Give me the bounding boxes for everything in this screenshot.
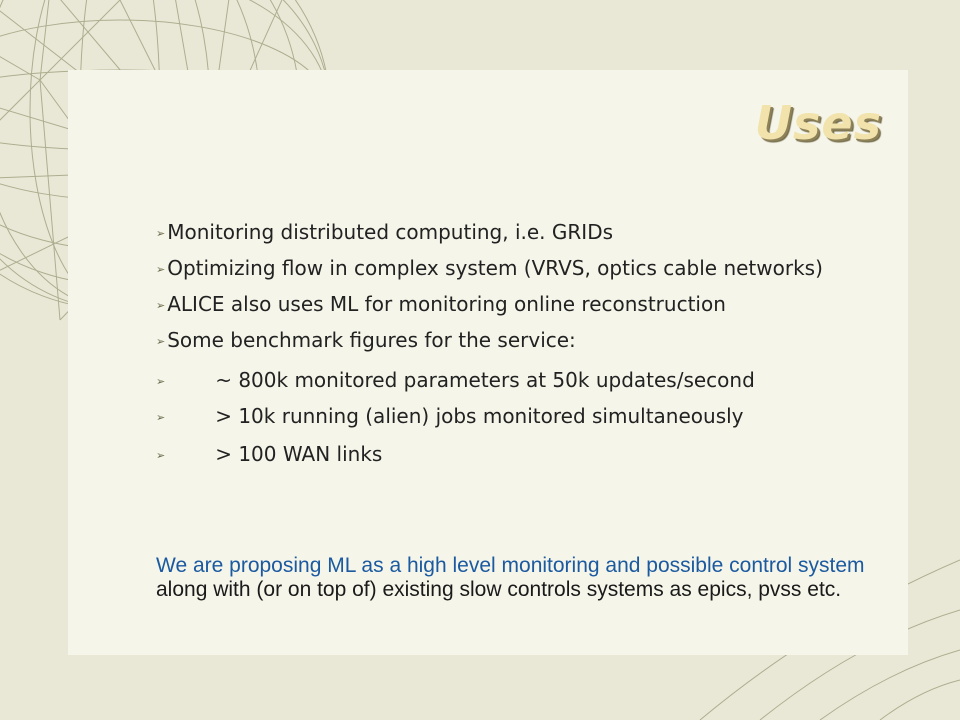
bullet-item [156,328,896,354]
proposal-rest: along with (or on top of) existing slow controls systems as epics, pvss etc. [156,578,842,601]
arrowhead-bullet-icon: ➢ [156,449,166,462]
proposal-paragraph [156,554,896,602]
arrowhead-bullet-icon: ➢ [156,227,166,240]
bullet-text: Optimizing flow in complex system (VRVS, optics cable networks) [167,256,823,280]
arrowhead-bullet-icon: ➢ [156,335,166,348]
arrowhead-bullet-icon: ➢ [156,263,166,276]
bullet-item-indented [156,404,896,430]
arrowhead-bullet-icon: ➢ [156,411,166,424]
bullet-list [156,220,896,468]
bullet-item [156,256,896,282]
bullet-text: > 10k running (alien) jobs monitored simultaneously [215,404,744,428]
bullet-text: Some benchmark figures for the service: [167,328,576,352]
arrowhead-bullet-icon: ➢ [156,299,166,312]
bullet-item-indented [156,368,896,394]
proposal-highlight: We are proposing ML as a high level monitoring and possible control system [156,554,865,577]
bullet-text: > 100 WAN links [215,442,383,466]
slide-title: Uses [754,96,882,150]
bullet-text: ALICE also uses ML for monitoring online reconstruction [167,292,726,316]
bullet-text: Monitoring distributed computing, i.e. GRIDs [167,220,614,244]
bullet-item-indented [156,442,896,468]
bullet-text: ~ 800k monitored parameters at 50k updates/second [215,368,755,392]
arrowhead-bullet-icon: ➢ [156,375,166,388]
bullet-item [156,220,896,246]
bullet-item [156,292,896,318]
